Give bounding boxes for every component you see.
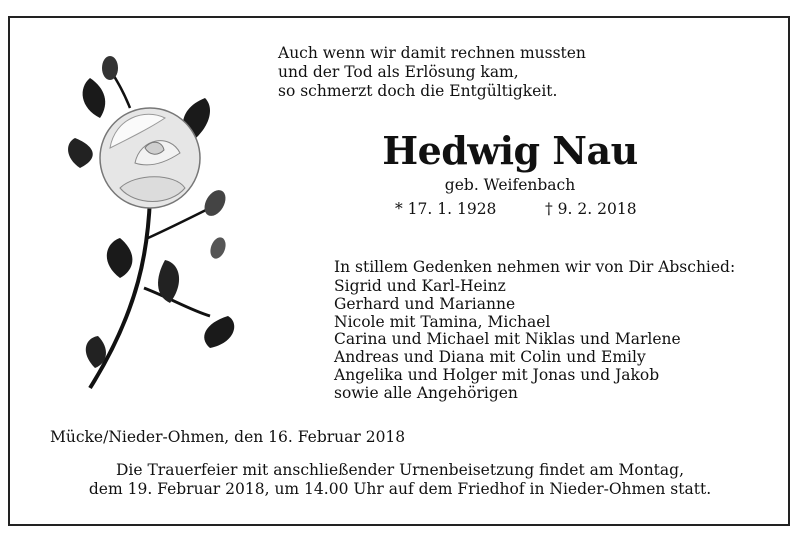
maiden-name: geb. Weifenbach — [444, 176, 576, 194]
mourner-line: Gerhard und Marianne — [334, 294, 516, 313]
deceased-name: Hedwig Nau — [382, 128, 638, 173]
rose-illustration — [60, 48, 250, 393]
rose-leaf — [107, 238, 133, 278]
ceremony-line: dem 19. Februar 2018, um 14.00 Uhr auf dem Friedhof in Nieder-Ohmen statt. — [88, 480, 712, 498]
mourner-line: Andreas und Diana mit Colin und Emily — [334, 348, 646, 367]
poem — [278, 44, 586, 101]
mourner-line: Nicole mit Tamina, Michael — [334, 312, 551, 331]
birth-date: * 17. 1. 1928 — [395, 200, 497, 218]
rose-bud — [102, 56, 118, 80]
ceremony-line: Die Trauerfeier mit anschließender Urnenbeisetzung findet am Montag, — [115, 461, 685, 479]
poem-line: Auch wenn wir damit rechnen mussten — [278, 44, 586, 62]
poem-line: und der Tod als Erlösung kam, — [278, 63, 519, 81]
ceremony-notice — [30, 461, 770, 499]
rose-leaf — [68, 138, 93, 168]
mourner-line: sowie alle Angehörigen — [334, 383, 518, 402]
mourners-intro: In stillem Gedenken nehmen wir von Dir Abschied: — [334, 258, 736, 276]
rose-leaf — [83, 78, 106, 118]
mourner-line: Sigrid und Karl-Heinz — [334, 277, 506, 295]
rose-stem-bud — [148, 208, 210, 238]
rose-stem-branch — [144, 288, 210, 316]
mourner-line: Angelika und Holger mit Jonas und Jakob — [334, 365, 660, 384]
place-date: Mücke/Nieder-Ohmen, den 16. Februar 2018 — [50, 428, 406, 446]
rose-leaf — [204, 316, 234, 348]
death-date: † 9. 2. 2018 — [545, 200, 637, 218]
rose-bud — [200, 186, 230, 219]
rose-bud — [208, 235, 229, 260]
poem-line: so schmerzt doch die Entgültigkeit. — [278, 82, 558, 100]
mourner-line: Carina und Michael mit Niklas und Marlene — [334, 330, 681, 349]
mourners-list — [334, 278, 681, 403]
